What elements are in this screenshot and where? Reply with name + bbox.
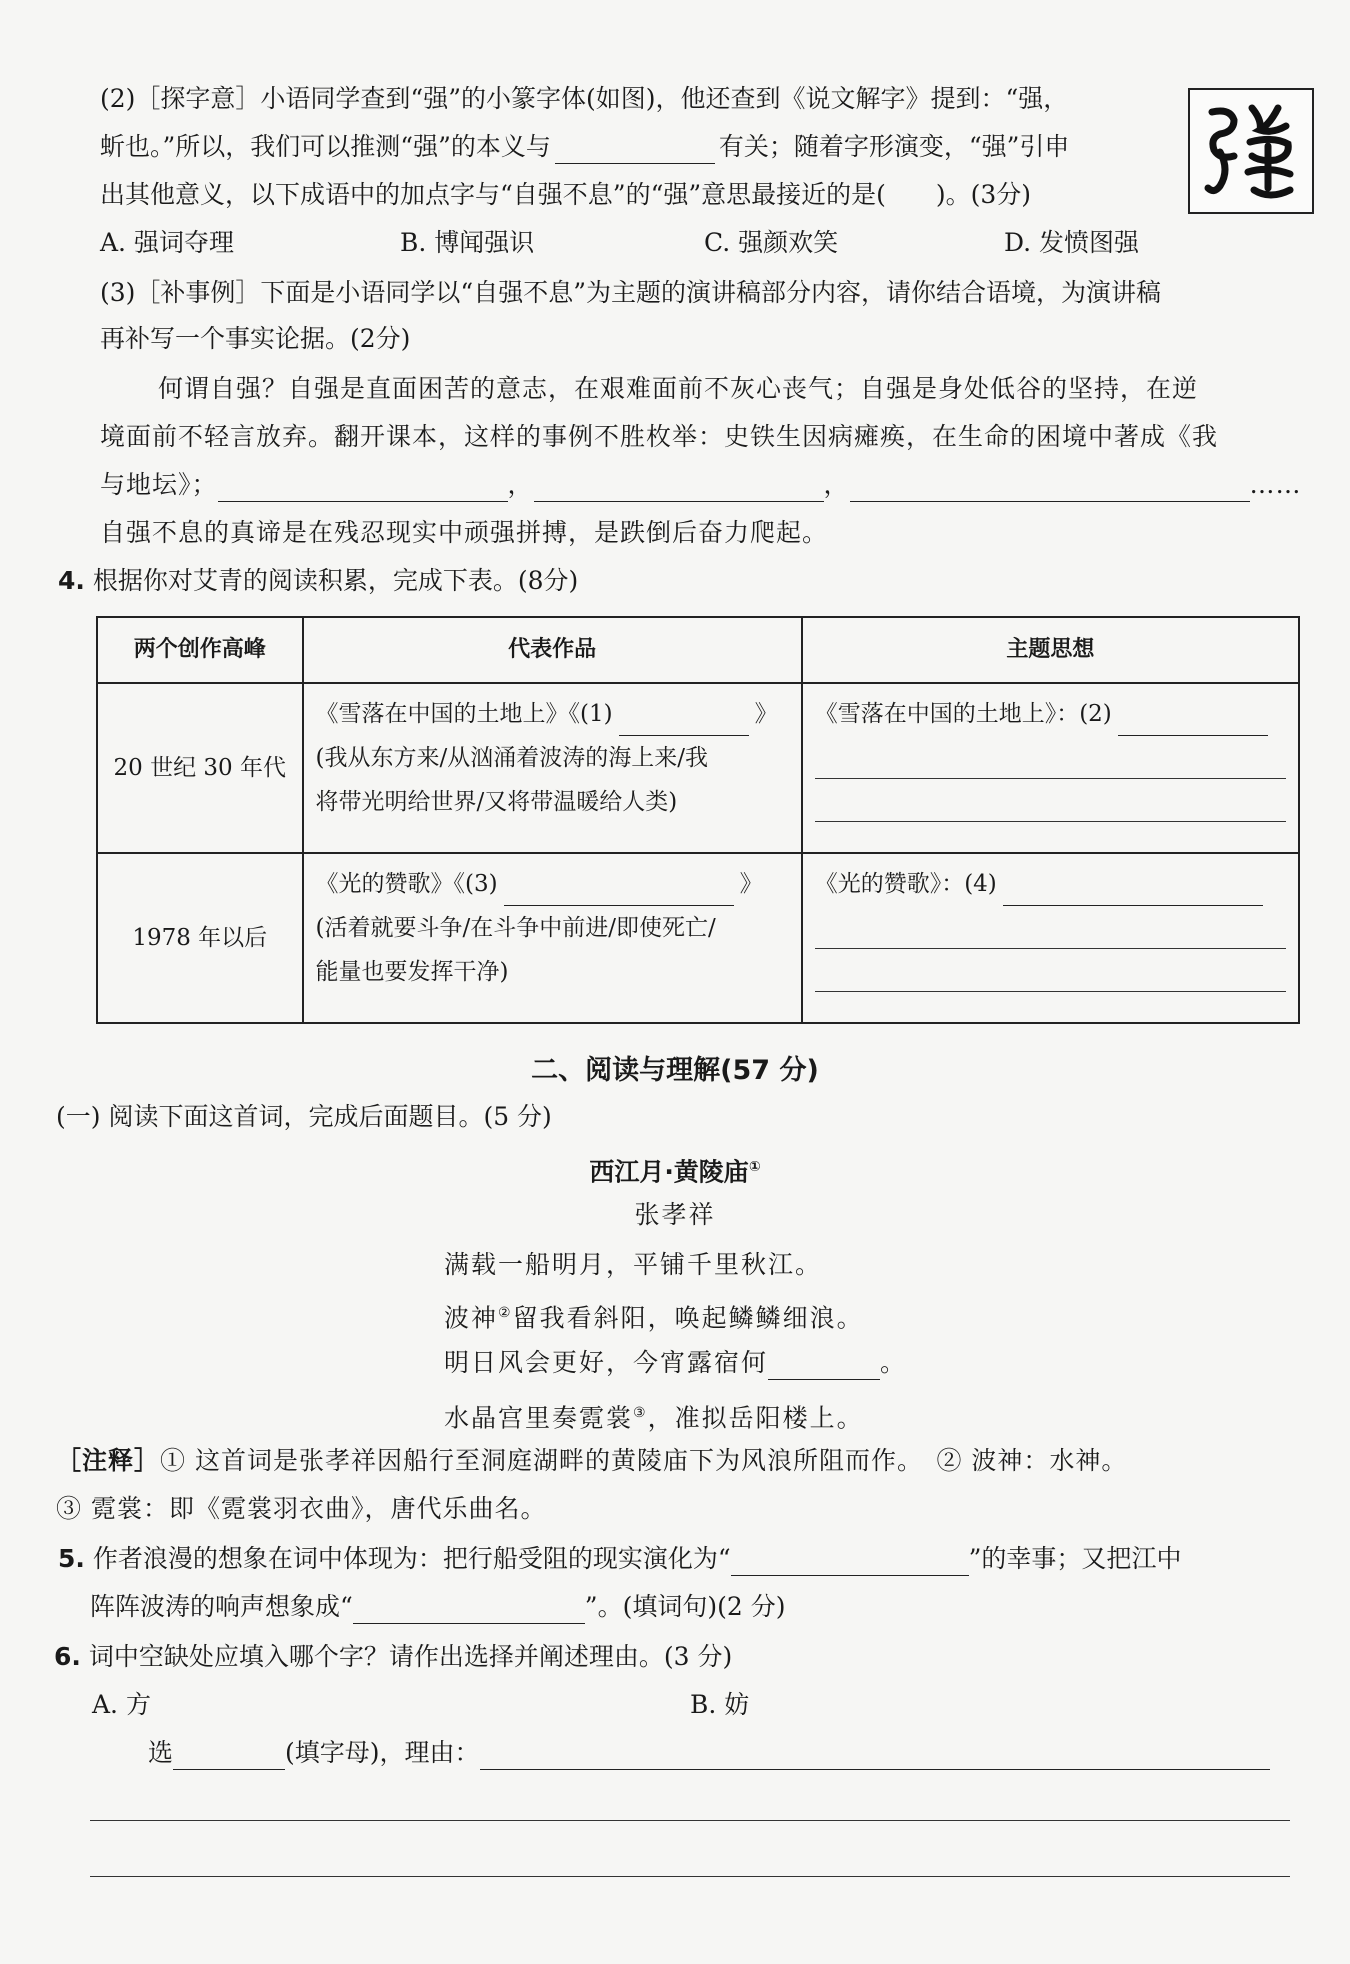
q3-2-line3: 出其他意义，以下成语中的加点字与“自强不息”的“强”意思最接近的是( )。(3分) xyxy=(100,180,1032,209)
work-title: 《雪落在中国的土地上》《(1) xyxy=(315,701,613,727)
table-cell-works xyxy=(303,683,802,853)
poem-line-4-b: ，准拟岳阳楼上。 xyxy=(647,1403,864,1433)
q6-option-b[interactable]: B. 妨 xyxy=(690,1690,750,1719)
q3-2-line2-text-a: 蚚也。”所以，我们可以推测“强”的本义与 xyxy=(100,132,551,161)
theme-answer-rule[interactable] xyxy=(815,736,1286,779)
q6-option-a[interactable]: A. 方 xyxy=(92,1690,151,1719)
q6-reason-blank[interactable] xyxy=(480,1743,1270,1770)
notes-line-2: ③ 霓裳：即《霓裳羽衣曲》，唐代乐曲名。 xyxy=(56,1494,547,1523)
work-quote-1: (我从东方来/从汹涌着波涛的海上来/我 xyxy=(315,745,708,771)
theme-answer-rule[interactable] xyxy=(815,906,1286,949)
poem-line-3 xyxy=(444,1346,907,1380)
speech-comma-1: ， xyxy=(507,470,534,499)
poem-line-2-b: 留我看斜阳，唤起鳞鳞细浪。 xyxy=(512,1303,864,1333)
notes-label: ［注释］ xyxy=(56,1446,161,1475)
poem-line-2 xyxy=(444,1296,864,1335)
q5-text-2a: 阵阵波涛的响声想象成“ xyxy=(90,1592,353,1621)
q6-line xyxy=(54,1640,732,1674)
speech-blank-3[interactable] xyxy=(850,475,1250,502)
q5-text-1b: ”的幸事；又把江中 xyxy=(968,1544,1182,1573)
q3-2-line1: (2)［探字意］小语同学查到“强”的小篆字体(如图)，他还查到《说文解字》提到：“强， xyxy=(100,84,1069,113)
table-cell-period: 20 世纪 30 年代 xyxy=(97,683,303,853)
table-header-works: 代表作品 xyxy=(303,617,802,683)
work-quote-2: 将带光明给世界/又将带温暖给人类) xyxy=(315,789,678,815)
q5-text-1a: 作者浪漫的想象在词中体现为：把行船受阻的现实演化为“ xyxy=(92,1544,731,1573)
blank-1[interactable] xyxy=(619,711,749,736)
q5-blank-2[interactable] xyxy=(353,1597,585,1624)
q6-answer-b: (填字母)，理由： xyxy=(285,1738,480,1767)
q5-line-1 xyxy=(58,1542,1181,1576)
poem-title: 西江月·黄陵庙 xyxy=(589,1157,749,1187)
table-header-row xyxy=(97,617,1299,683)
blank-3[interactable] xyxy=(504,881,734,906)
speech-line1: 何谓自强？自强是直面困苦的意志，在艰难面前不灰心丧气；自强是身处低谷的坚持，在逆 xyxy=(158,374,1199,403)
poet-table xyxy=(96,616,1300,1024)
reading-part-1: (一) 阅读下面这首词，完成后面题目。(5 分) xyxy=(56,1102,552,1131)
poem-line-3-b: 。 xyxy=(880,1348,908,1377)
q5-line-2 xyxy=(90,1590,785,1624)
work-line xyxy=(316,862,791,906)
speech-line3 xyxy=(100,468,1302,502)
seal-script-glyph xyxy=(1190,90,1312,212)
poem-title-line xyxy=(0,1150,1350,1189)
poem-author: 张孝祥 xyxy=(634,1200,716,1229)
theme-line xyxy=(815,862,1286,906)
q6-prompt: 词中空缺处应填入哪个字？请作出选择并阐述理由。(3 分) xyxy=(88,1642,733,1671)
q3-2-blank-meaning[interactable] xyxy=(555,137,715,164)
notes-line-1 xyxy=(56,1444,1127,1478)
work-close: 》 xyxy=(754,701,778,727)
q3-2-option-d[interactable]: D. 发愤图强 xyxy=(1004,228,1140,257)
q5-number: 5. xyxy=(58,1544,85,1573)
q4-number: 4. xyxy=(58,566,85,595)
speech-blank-2[interactable] xyxy=(534,475,824,502)
work-title: 《光的赞歌》《(3) xyxy=(315,871,498,897)
table-cell-works xyxy=(303,853,802,1023)
work-quote-2: 能量也要发挥干净) xyxy=(315,959,509,985)
speech-ellipsis: …… xyxy=(1249,470,1302,499)
section-title: 二、阅读与理解(57 分) xyxy=(531,1055,819,1086)
q3-2-option-c[interactable]: C. 强颜欢笑 xyxy=(704,228,839,257)
q3-2-option-a[interactable]: A. 强词夺理 xyxy=(100,228,234,257)
blank-2[interactable] xyxy=(1118,711,1268,736)
poem-line-4 xyxy=(444,1396,864,1435)
table-cell-theme xyxy=(802,683,1299,853)
theme-label: 《光的赞歌》：(4) xyxy=(814,871,997,897)
poem-line-2-a: 波神 xyxy=(444,1303,499,1333)
q5-blank-1[interactable] xyxy=(731,1549,969,1576)
work-quote-1: (活着就要斗争/在斗争中前进/即使死亡/ xyxy=(315,915,716,941)
answer-rule[interactable] xyxy=(90,1876,1290,1877)
table-cell-period: 1978 年以后 xyxy=(97,853,303,1023)
seal-script-image xyxy=(1188,88,1314,214)
work-close: 》 xyxy=(739,871,763,897)
table-cell-theme xyxy=(802,853,1299,1023)
table-header-theme: 主题思想 xyxy=(802,617,1299,683)
poem-line-4-a: 水晶宫里奏霓裳 xyxy=(444,1403,634,1433)
q6-answer-line xyxy=(148,1736,1270,1770)
notes-text-1: ① 这首词是张孝祥因船行至洞庭湖畔的黄陵庙下为风浪所阻而作。 ② 波神：水神。 xyxy=(160,1446,1128,1475)
q4-line xyxy=(58,564,578,598)
q4-prompt: 根据你对艾青的阅读积累，完成下表。(8分) xyxy=(92,566,579,595)
q6-choice-blank[interactable] xyxy=(173,1743,285,1770)
poem-blank[interactable] xyxy=(768,1353,880,1380)
poem-title-note: ① xyxy=(748,1159,761,1175)
poem-note-2: ② xyxy=(498,1305,513,1321)
speech-line4: 自强不息的真谛是在残忍现实中顽强拼搏，是跌倒后奋力爬起。 xyxy=(100,518,829,547)
theme-label: 《雪落在中国的土地上》：(2) xyxy=(814,701,1112,727)
table-row xyxy=(97,683,1299,853)
q6-number: 6. xyxy=(54,1642,81,1671)
poem-note-3: ③ xyxy=(633,1405,648,1421)
theme-answer-rule[interactable] xyxy=(815,949,1286,992)
table-row xyxy=(97,853,1299,1023)
q6-answer-a: 选 xyxy=(148,1738,174,1767)
poem-line-1: 满载一船明月，平铺千里秋江。 xyxy=(444,1250,823,1279)
q3-2-line2 xyxy=(100,130,1069,164)
poem-line-3-a: 明日风会更好，今宵露宿何 xyxy=(444,1348,769,1377)
blank-4[interactable] xyxy=(1003,881,1263,906)
q3-2-option-b[interactable]: B. 博闻强识 xyxy=(400,228,535,257)
q3-3-line2: 再补写一个事实论据。(2分) xyxy=(100,324,411,353)
work-line xyxy=(316,692,791,736)
speech-comma-2: ， xyxy=(823,470,850,499)
q3-3-line1: (3)［补事例］下面是小语同学以“自强不息”为主题的演讲稿部分内容，请你结合语境，为演讲稿 xyxy=(100,278,1161,307)
table-header-period: 两个创作高峰 xyxy=(97,617,303,683)
speech-line2: 境面前不轻言放弃。翻开课本，这样的事例不胜枚举：史铁生因病瘫痪，在生命的困境中著成《我 xyxy=(100,422,1219,451)
q3-2-line2-text-b: 有关；随着字形演变，“强”引申 xyxy=(718,132,1070,161)
theme-answer-rule[interactable] xyxy=(815,779,1286,822)
speech-blank-1[interactable] xyxy=(218,475,508,502)
answer-rule[interactable] xyxy=(90,1820,1290,1821)
theme-line xyxy=(815,692,1286,736)
q5-text-2b: ”。(填词句)(2 分) xyxy=(584,1592,786,1621)
speech-line3-text: 与地坛》； xyxy=(100,470,218,499)
